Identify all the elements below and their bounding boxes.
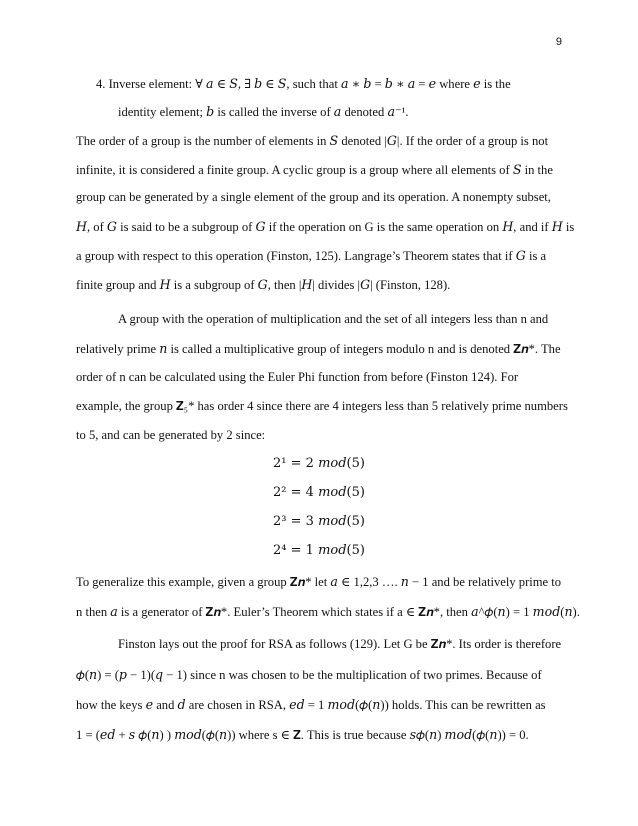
text-line: 𝜙(𝑛) = (𝑝 − 1)(𝑞 − 1) since n was chosen to be the multiplication of two primes. Because of — [76, 668, 542, 682]
equation: 2² = 4 𝑚𝑜𝑑(5) — [273, 485, 365, 500]
item4-line1: 4. Inverse element: ∀ 𝑎 ∈ 𝑆, ∃ 𝑏 ∈ 𝑆, such that 𝑎 ∗ 𝑏 = 𝑏 ∗ 𝑎 = 𝑒 where 𝑒 is the — [96, 77, 511, 91]
text-line: infinite, it is considered a finite group. A cyclic group is a group where all elements of 𝑆 in the — [76, 163, 553, 177]
text-line: 1 = (𝑒𝑑 + 𝑠 𝜙(𝑛) ) 𝑚𝑜𝑑(𝜙(𝑛)) where s ∈ 𝐙. This is true because 𝑠𝜙(𝑛) 𝑚𝑜𝑑(𝜙(𝑛)) = 0. — [76, 728, 529, 742]
equation: 2⁴ = 1 𝑚𝑜𝑑(5) — [273, 543, 365, 558]
text-line: 𝐻, of 𝐺 is said to be a subgroup of 𝐺 if the operation on G is the same operation on 𝐻, and if 𝐻 is — [76, 220, 575, 234]
equation: 2¹ = 2 𝑚𝑜𝑑(5) — [273, 456, 365, 471]
text-line: Finston lays out the proof for RSA as follows (129). Let G be 𝐙𝒏*. Its order is therefore — [118, 637, 562, 651]
text-line: The order of a group is the number of elements in 𝑆 denoted |𝐺|. If the order of a group is not — [76, 134, 549, 148]
item4-line2: identity element; 𝑏 is called the inverse of 𝑎 denoted 𝑎⁻¹. — [118, 105, 409, 119]
text-line: example, the group 𝐙₅* has order 4 since there are 4 integers less than 5 relatively prime numbers — [76, 399, 568, 413]
text-line: finite group and 𝐻 is a subgroup of 𝐺, then |𝐻| divides |𝐺| (Finston, 128). — [76, 278, 451, 292]
text-line: order of n can be calculated using the Euler Phi function from before (Finston 124). For — [76, 370, 519, 384]
text-line: relatively prime 𝑛 is called a multiplicative group of integers modulo n and is denoted 𝐙𝒏*. The — [76, 342, 561, 356]
text-line: A group with the operation of multiplication and the set of all integers less than n and — [118, 312, 549, 326]
text-line: n then 𝑎 is a generator of 𝐙𝒏*. Euler’s Theorem which states if a ∈ 𝐙𝒏*, then 𝑎^𝜙(𝑛) = 1 𝑚𝑜𝑑(𝑛). — [76, 605, 580, 619]
text-line: to 5, and can be generated by 2 since: — [76, 428, 266, 442]
text-line: a group with respect to this operation (Finston, 125). Langrage’s Theorem states that if 𝐺 is a — [76, 249, 547, 263]
page-number: 9 — [555, 36, 562, 48]
equation: 2³ = 3 𝑚𝑜𝑑(5) — [273, 514, 365, 529]
text-line: To generalize this example, given a group 𝐙𝒏* let 𝑎 ∈ 1,2,3 …. 𝑛 − 1 and be relatively prime to — [76, 575, 562, 589]
text-line: group can be generated by a single element of the group and its operation. A nonempty subset, — [76, 190, 551, 204]
text-line: how the keys 𝑒 and 𝑑 are chosen in RSA, 𝑒𝑑 = 1 𝑚𝑜𝑑(𝜙(𝑛)) holds. This can be rewritten as — [76, 698, 546, 712]
